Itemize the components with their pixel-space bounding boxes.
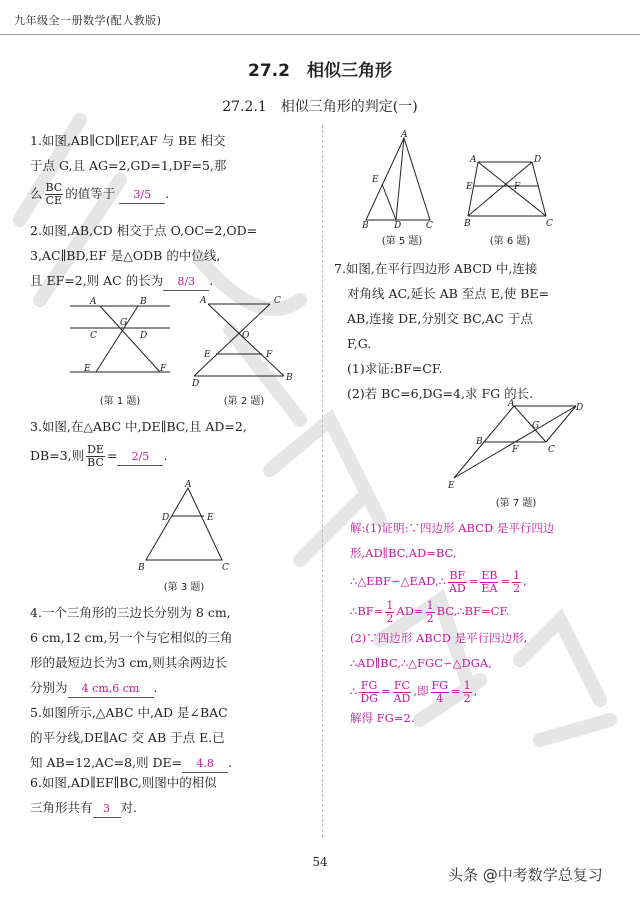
svg-text:A: A [508,399,515,409]
q2-line3: 且 EF=2,则 AC 的长为 8/3 . [30,268,315,293]
svg-text:E: E [204,350,211,360]
q2-answer: 8/3 [163,274,209,291]
caption-figure-5: (第 5 题) [381,236,423,247]
question-2 [30,218,315,293]
svg-text:A: A [401,130,408,140]
question-3 [30,414,315,473]
q2-line2: 3,AC∥BD,EF 是△ODB 的中位线, [30,248,221,263]
figure-2 [192,294,304,389]
q3-line1: 3.如图,在△ABC 中,DE∥BC,且 AD=2, [30,419,247,434]
svg-text:E: E [207,513,214,523]
svg-text:A: A [90,297,97,307]
svg-text:G: G [532,421,540,431]
svg-text:A: A [470,155,477,165]
question-4: 4.一个三角形的三边长分别为 8 cm, 6 cm,12 cm,另一个与它相似的三角 形的最短边长为3 cm,则其余两边长 分别为 4 cm,6 cm . [30,600,315,700]
question-7: 7.如图,在平行四边形 ABCD 中,连接 对角线 AC,延长 AB 至点 E,使 BE= AB,连接 DE,分别交 BC,AC 于点 F,G. (1)求证:BF=CF. (2)若 BC=6,DG=4,求 FG 的长. [334,261,550,401]
svg-text:B: B [286,373,293,383]
q1-line1: 1.如图,AB∥CD∥EF,AF 与 BE 相交 [30,133,226,148]
q4-answer: 4 cm,6 cm [68,681,154,698]
svg-text:C: C [426,221,433,231]
svg-text:E: E [448,481,455,491]
svg-text:B: B [362,221,369,231]
svg-text:F: F [512,445,519,455]
svg-text:C: C [90,331,97,341]
column-divider [322,125,323,837]
svg-text:F: F [160,364,167,374]
svg-text:B: B [140,297,147,307]
svg-text:B: B [464,219,471,229]
q1-fraction: $\frac{BC}{CE}$ [45,181,63,207]
q3-fraction: $\frac{DE}{BC}$ [87,443,104,469]
caption-figure-1: (第 1 题) [99,396,141,407]
svg-text:F: F [514,182,521,192]
book-header: 九年级全一册数学(配人教版) [14,14,162,27]
svg-text:B: B [138,563,145,573]
svg-text:E: E [372,175,379,185]
section-title: 27.2 相似三角形 [248,61,392,81]
caption-figure-6: (第 6 题) [489,236,531,247]
figure-1 [60,294,180,388]
svg-text:A: A [185,480,192,490]
svg-text:D: D [576,403,584,413]
svg-text:D: D [394,221,402,231]
source-watermark: 头条 @中考数学总复习 [448,866,603,884]
figure-7 [448,398,584,490]
figure-6 [464,152,558,229]
svg-text:D: D [534,155,542,165]
q3-answer: 2/5 [117,449,163,466]
svg-text:C: C [548,445,555,455]
svg-text:A: A [200,296,207,306]
svg-text:E: E [466,182,473,192]
q6-answer: 3 [93,801,121,818]
q7-solution: 解:(1)证明:∵四边形 ABCD 是平行四边 形,AD∥BC,AD=BC, ∴△EBF∽△EAD,∴ $\frac{BF}{AD}$ = $\frac{EB}{EA}$ = $\frac{1}{2}$ , ∴BF= $\frac{1}{2}$ AD= $\frac{1}{2}$ BC,∴BF=CF. (2)∵四边形 ABCD 是平行四边形, ∴AD∥BC,∴△FGC∽△DGA, ∴ $\frac{FG}{DG}$ = $\frac{FC}{AD}$ ,即 $\frac{FG}{4}$ = $\frac{1}{2}$ , 解得 FG=2. [350,521,555,725]
svg-text:D: D [140,331,148,341]
section-subtitle: 27.2.1 相似三角形的判定(一) [222,99,418,115]
caption-figure-2: (第 2 题) [223,396,265,407]
q3-line2: DB=3,则 $\frac{DE}{BC}$ = 2/5 . [30,443,168,469]
caption-figure-3: (第 3 题) [163,582,205,593]
caption-figure-7: (第 7 题) [495,498,537,509]
svg-text:F: F [266,350,273,360]
q1-line2: 于点 G,且 AG=2,GD=1,DF=5,那 [30,158,227,173]
svg-text:E: E [84,364,91,374]
svg-text:D: D [162,513,170,523]
question-6: 6.如图,AD∥EF∥BC,则图中的相似 三角形共有 3 对. [30,770,315,820]
svg-text:O: O [242,331,250,341]
svg-text:B: B [476,437,483,447]
q1-answer: 3/5 [119,187,165,204]
q1-line3: 么 $\frac{BC}{CE}$ 的值等于 3/5 . [30,181,170,207]
svg-text:C: C [222,563,229,573]
figure-5 [360,130,440,230]
svg-text:C: C [274,296,281,306]
figure-3 [134,480,234,572]
header-rule [0,34,640,35]
q2-line1: 2.如图,AB,CD 相交于点 O,OC=2,OD= [30,223,258,238]
q5-answer: 4.8 [182,756,228,773]
svg-text:C: C [546,219,553,229]
question-5: 5.如图所示,△ABC 中,AD 是∠BAC 的平分线,DE∥AC 交 AB 于点 E.已 知 AB=12,AC=8,则 DE= 4.8 . [30,700,315,775]
page-number: 54 [312,855,328,869]
svg-text:D: D [192,379,200,389]
question-1 [30,128,315,210]
svg-text:G: G [120,318,128,328]
